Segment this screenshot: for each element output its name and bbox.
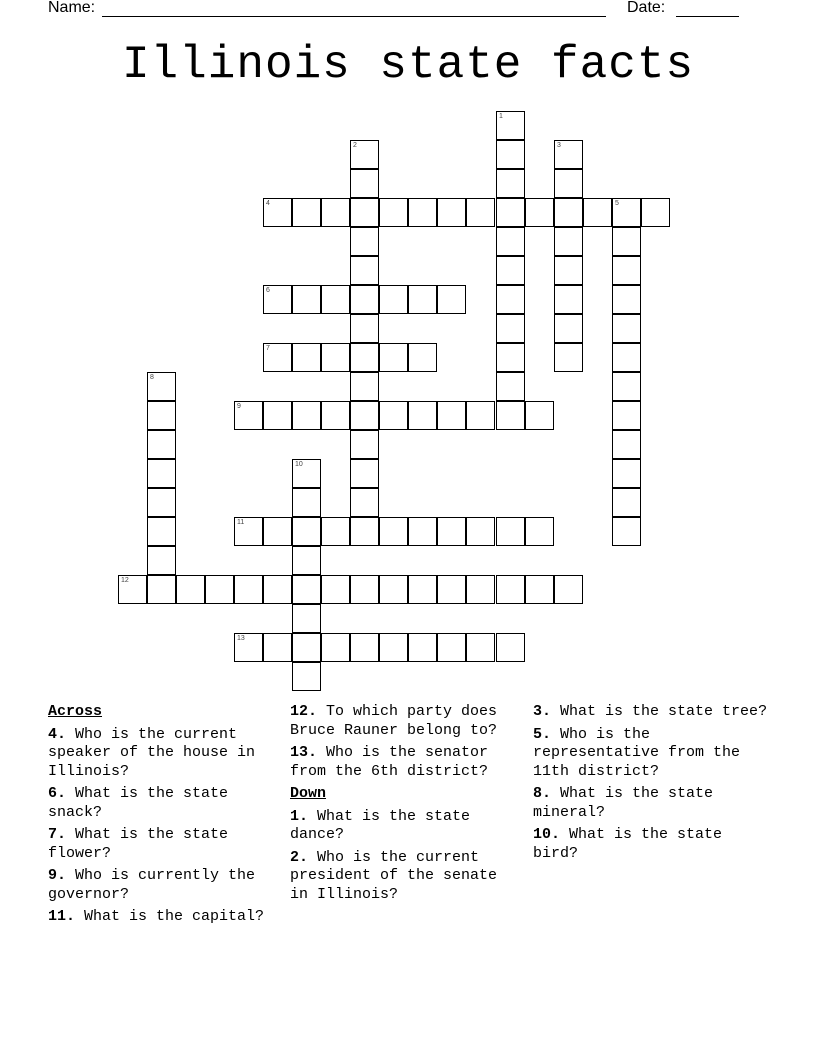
crossword-cell[interactable] bbox=[554, 256, 583, 285]
crossword-cell[interactable] bbox=[612, 372, 641, 401]
cell-number: 10 bbox=[295, 461, 303, 468]
crossword-cell[interactable] bbox=[379, 575, 408, 604]
crossword-cell[interactable] bbox=[437, 575, 466, 604]
crossword-cell[interactable] bbox=[466, 517, 495, 546]
down-clue-3: 3. What is the state tree? bbox=[533, 703, 768, 720]
crossword-cell[interactable] bbox=[292, 198, 321, 227]
cell-number: 7 bbox=[266, 345, 270, 352]
crossword-cell-13[interactable] bbox=[234, 633, 263, 662]
crossword-cell[interactable] bbox=[292, 604, 321, 633]
crossword-cell[interactable] bbox=[496, 256, 525, 285]
crossword-cell[interactable] bbox=[408, 401, 437, 430]
crossword-cell[interactable] bbox=[496, 517, 525, 546]
crossword-cell-11[interactable] bbox=[234, 517, 263, 546]
across-clue-12: 12. To which party does Bruce Rauner belong to? bbox=[290, 703, 498, 739]
cell-number: 1 bbox=[499, 113, 503, 120]
crossword-cell[interactable] bbox=[554, 198, 583, 227]
crossword-cell[interactable] bbox=[350, 430, 379, 459]
crossword-cell[interactable] bbox=[496, 198, 525, 227]
clue-column-1 bbox=[48, 703, 280, 931]
across-clue-13: 13. Who is the senator from the 6th district? bbox=[290, 744, 489, 780]
crossword-cell[interactable] bbox=[612, 459, 641, 488]
crossword-cell[interactable] bbox=[496, 575, 525, 604]
crossword-cell[interactable] bbox=[496, 314, 525, 343]
crossword-cell[interactable] bbox=[350, 285, 379, 314]
crossword-cell-7[interactable] bbox=[263, 343, 292, 372]
crossword-cell[interactable] bbox=[350, 198, 379, 227]
crossword-cell[interactable] bbox=[147, 459, 176, 488]
crossword-cell[interactable] bbox=[408, 517, 437, 546]
across-clue-11: 11. What is the capital? bbox=[48, 908, 265, 925]
crossword-cell[interactable] bbox=[612, 517, 641, 546]
crossword-cell[interactable] bbox=[379, 198, 408, 227]
crossword-cell[interactable] bbox=[292, 488, 321, 517]
crossword-cell[interactable] bbox=[437, 517, 466, 546]
crossword-cell[interactable] bbox=[147, 575, 176, 604]
crossword-cell-9[interactable] bbox=[234, 401, 263, 430]
crossword-cell[interactable] bbox=[496, 633, 525, 662]
crossword-cell[interactable] bbox=[496, 285, 525, 314]
crossword-cell[interactable] bbox=[408, 198, 437, 227]
across-clue-6: 6. What is the state snack? bbox=[48, 785, 229, 821]
crossword-cell[interactable] bbox=[321, 633, 350, 662]
crossword-cell[interactable] bbox=[350, 459, 379, 488]
crossword-cell[interactable] bbox=[612, 314, 641, 343]
crossword-cell[interactable] bbox=[147, 546, 176, 575]
cell-number: 9 bbox=[237, 403, 241, 410]
crossword-cell-12[interactable] bbox=[118, 575, 147, 604]
crossword-cell[interactable] bbox=[321, 285, 350, 314]
crossword-cell-5[interactable] bbox=[612, 198, 641, 227]
cell-number: 4 bbox=[266, 200, 270, 207]
crossword-cell[interactable] bbox=[612, 401, 641, 430]
crossword-cell[interactable] bbox=[612, 430, 641, 459]
crossword-cell[interactable] bbox=[496, 227, 525, 256]
crossword-cell[interactable] bbox=[147, 401, 176, 430]
crossword-cell[interactable] bbox=[350, 314, 379, 343]
crossword-cell[interactable] bbox=[350, 488, 379, 517]
crossword-cell[interactable] bbox=[525, 198, 554, 227]
cell-number: 12 bbox=[121, 577, 129, 584]
crossword-cell[interactable] bbox=[554, 343, 583, 372]
crossword-cell[interactable] bbox=[525, 575, 554, 604]
crossword-cell-3[interactable] bbox=[554, 140, 583, 169]
cell-number: 11 bbox=[237, 519, 245, 526]
clue-column-2 bbox=[290, 703, 522, 908]
crossword-cell[interactable] bbox=[292, 546, 321, 575]
clue-column-3 bbox=[533, 703, 773, 867]
crossword-cell[interactable] bbox=[379, 633, 408, 662]
crossword-cell[interactable] bbox=[263, 401, 292, 430]
crossword-cell[interactable] bbox=[263, 633, 292, 662]
down-heading: Down bbox=[290, 785, 327, 802]
cell-number: 5 bbox=[615, 200, 619, 207]
crossword-cell[interactable] bbox=[321, 198, 350, 227]
crossword-cell[interactable] bbox=[263, 575, 292, 604]
crossword-cell[interactable] bbox=[205, 575, 234, 604]
crossword-cell[interactable] bbox=[321, 343, 350, 372]
crossword-cell[interactable] bbox=[350, 372, 379, 401]
crossword-cell[interactable] bbox=[612, 227, 641, 256]
crossword-cell[interactable] bbox=[234, 575, 263, 604]
crossword-cell[interactable] bbox=[379, 343, 408, 372]
crossword-cell[interactable] bbox=[612, 343, 641, 372]
crossword-cell[interactable] bbox=[350, 401, 379, 430]
crossword-cell[interactable] bbox=[612, 285, 641, 314]
crossword-cell[interactable] bbox=[554, 575, 583, 604]
cell-number: 8 bbox=[150, 374, 154, 381]
crossword-cell[interactable] bbox=[496, 169, 525, 198]
crossword-cell[interactable] bbox=[612, 256, 641, 285]
down-clue-10: 10. What is the state bird? bbox=[533, 826, 723, 862]
crossword-cell[interactable] bbox=[147, 517, 176, 546]
crossword-cell[interactable] bbox=[350, 633, 379, 662]
across-clue-7: 7. What is the state flower? bbox=[48, 826, 229, 862]
crossword-cell[interactable] bbox=[292, 575, 321, 604]
crossword-cell[interactable] bbox=[466, 633, 495, 662]
crossword-cell[interactable] bbox=[350, 575, 379, 604]
crossword-cell[interactable] bbox=[408, 343, 437, 372]
crossword-cell-4[interactable] bbox=[263, 198, 292, 227]
down-clue-5: 5. Who is the representative from the 11th district? bbox=[533, 725, 741, 780]
crossword-cell[interactable] bbox=[641, 198, 670, 227]
cell-number: 3 bbox=[557, 142, 561, 149]
crossword-cell[interactable] bbox=[437, 633, 466, 662]
crossword-cell[interactable] bbox=[525, 401, 554, 430]
crossword-cell[interactable] bbox=[437, 285, 466, 314]
crossword-cell[interactable] bbox=[147, 488, 176, 517]
crossword-cell[interactable] bbox=[554, 169, 583, 198]
crossword-cell[interactable] bbox=[350, 517, 379, 546]
crossword-cell[interactable] bbox=[263, 517, 292, 546]
crossword-cell[interactable] bbox=[554, 314, 583, 343]
crossword-cell[interactable] bbox=[176, 575, 205, 604]
crossword-cell[interactable] bbox=[496, 372, 525, 401]
crossword-cell[interactable] bbox=[321, 517, 350, 546]
date-label: Date: bbox=[627, 0, 666, 16]
crossword-cell[interactable] bbox=[525, 517, 554, 546]
crossword-cell[interactable] bbox=[554, 285, 583, 314]
crossword-cell[interactable] bbox=[292, 633, 321, 662]
crossword-cell[interactable] bbox=[292, 662, 321, 691]
crossword-cell-2[interactable] bbox=[350, 140, 379, 169]
name-label: Name: bbox=[48, 0, 96, 16]
page-title: Illinois state facts bbox=[121, 39, 695, 91]
crossword-cell[interactable] bbox=[496, 343, 525, 372]
crossword-cell[interactable] bbox=[466, 401, 495, 430]
crossword-cell[interactable] bbox=[496, 140, 525, 169]
crossword-cell[interactable] bbox=[466, 198, 495, 227]
crossword-cell[interactable] bbox=[408, 285, 437, 314]
cell-number: 6 bbox=[266, 287, 270, 294]
crossword-cell-8[interactable] bbox=[147, 372, 176, 401]
crossword-cell[interactable] bbox=[292, 517, 321, 546]
cell-number: 13 bbox=[237, 635, 245, 642]
crossword-cell[interactable] bbox=[496, 401, 525, 430]
crossword-cell[interactable] bbox=[350, 343, 379, 372]
crossword-cell[interactable] bbox=[292, 343, 321, 372]
crossword-cell[interactable] bbox=[350, 169, 379, 198]
down-clue-8: 8. What is the state mineral? bbox=[533, 785, 714, 821]
crossword-cell[interactable] bbox=[292, 401, 321, 430]
crossword-cell[interactable] bbox=[292, 285, 321, 314]
crossword-cell-6[interactable] bbox=[263, 285, 292, 314]
crossword-cell[interactable] bbox=[583, 198, 612, 227]
crossword-cell[interactable] bbox=[321, 575, 350, 604]
crossword-cell[interactable] bbox=[466, 575, 495, 604]
across-clue-9: 9. Who is currently the governor? bbox=[48, 867, 256, 903]
crossword-cell[interactable] bbox=[379, 285, 408, 314]
crossword-cell-1[interactable] bbox=[496, 111, 525, 140]
crossword-cell[interactable] bbox=[408, 633, 437, 662]
crossword-cell[interactable] bbox=[350, 227, 379, 256]
across-clue-4: 4. Who is the current speaker of the house in Illinois? bbox=[48, 725, 256, 780]
crossword-cell[interactable] bbox=[379, 517, 408, 546]
crossword-cell[interactable] bbox=[321, 401, 350, 430]
crossword-cell[interactable] bbox=[147, 430, 176, 459]
down-clue-2: 2. Who is the current president of the senate in Illinois? bbox=[290, 848, 498, 903]
crossword-cell-10[interactable] bbox=[292, 459, 321, 488]
across-heading: Across bbox=[48, 703, 103, 720]
crossword-cell[interactable] bbox=[408, 575, 437, 604]
crossword-cell[interactable] bbox=[350, 256, 379, 285]
crossword-cell[interactable] bbox=[437, 401, 466, 430]
cell-number: 2 bbox=[353, 142, 357, 149]
crossword-cell[interactable] bbox=[437, 198, 466, 227]
crossword-cell[interactable] bbox=[379, 401, 408, 430]
crossword-cell[interactable] bbox=[612, 488, 641, 517]
crossword-cell[interactable] bbox=[554, 227, 583, 256]
down-clue-1: 1. What is the state dance? bbox=[290, 807, 471, 843]
